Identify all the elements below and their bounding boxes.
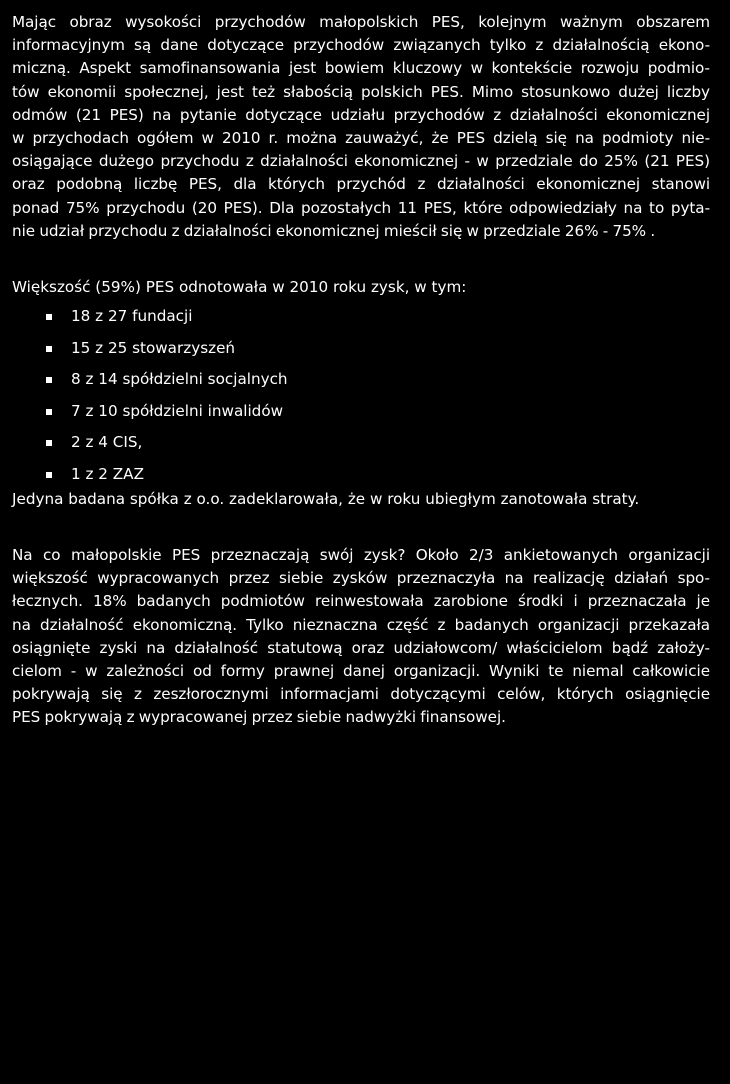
paragraph-line: Na co małopolskie PES przeznaczają swój zysk? Około 2/3 ankietowanych organizacji [12,546,710,565]
list-item-text: 1 z 2 ZAZ [71,464,144,483]
list-item [12,305,710,337]
paragraph-line: większość wypracowanych przez siebie zysków przeznaczyła na realizację działań spo- [12,569,710,588]
paragraph-profit-use [12,544,710,730]
list-item-text: 2 z 4 CIS, [71,433,143,452]
profit-closing: Jedyna badana spółka z o.o. zadeklarowała, że w roku ubiegłym zanotowała straty. [12,490,640,509]
bullet-square-icon [46,472,52,478]
list-item-text: 7 z 10 spółdzielni inwalidów [71,401,284,420]
bullet-square-icon [46,314,52,320]
paragraph-spacer [12,511,710,544]
paragraph-line: PES pokrywają z wypracowanej przez siebie nadwyżki finansowej. [12,708,506,727]
profit-intro: Większość (59%) PES odnotowała w 2010 roku zysk, w tym: [12,278,467,297]
paragraph-line: tów ekonomii społecznej, jest też słabością polskich PES. Mimo stosunkowo dużej liczby [12,82,710,101]
list-item [12,431,710,463]
paragraph-line: pokrywają się z zeszłorocznymi informacjami dotyczącymi celów, których osiągnięcie [12,685,710,704]
paragraph-line: cielom - w zależności od formy prawnej danej organizacji. Wyniki te niemal całkowicie [12,662,710,681]
bullet-square-icon [46,377,52,383]
list-item [12,400,710,432]
paragraph-line: nie udział przychodu z działalności ekonomicznej mieścił się w przedziale 26% - 75% . [12,221,656,240]
paragraph-line: osiągające dużego przychodu z działalności ekonomicznej - w przedziale do 25% (21 PES) [12,152,710,171]
list-item-text: 18 z 27 fundacji [71,307,193,326]
paragraph-line: informacyjnym są dane dotyczące przychodów związanych tylko z działalnością ekono- [12,36,710,55]
profit-list [12,305,710,494]
list-item-text: 8 z 14 spółdzielni socjalnych [71,370,288,389]
list-item [12,463,710,495]
paragraph-line: w przychodach ogółem w 2010 r. można zauważyć, że PES dzielą się na podmioty nie- [12,129,710,148]
paragraph-income-structure [12,11,710,243]
paragraph-spacer [12,243,710,276]
paragraph-line: na działalność ekonomiczną. Tylko nieznaczna część z badanych organizacji przekazała [12,615,710,634]
paragraph-line: ponad 75% przychodu (20 PES). Dla pozostałych 11 PES, które odpowiedziały na to pyta- [12,198,710,217]
bullet-square-icon [46,346,52,352]
paragraph-line: osiągnięte zyski na działalność statutową oraz udziałowcom/ właścicielom bądź założy- [12,638,710,657]
bullet-square-icon [46,440,52,446]
list-item [12,368,710,400]
bullet-square-icon [46,409,52,415]
document-page [12,11,710,730]
paragraph-line: łecznych. 18% badanych podmiotów reinwestowała zarobione środki i przeznaczała je [12,592,710,611]
paragraph-line: miczną. Aspekt samofinansowania jest bowiem kluczowy w kontekście rozwoju podmio- [12,59,710,78]
paragraph-line: oraz podobną liczbę PES, dla których przychód z działalności ekonomicznej stanowi [12,175,710,194]
list-item [12,337,710,369]
paragraph-line: odmów (21 PES) na pytanie dotyczące udziału przychodów z działalności ekonomicznej [12,105,710,124]
list-item-text: 15 z 25 stowarzyszeń [71,338,236,357]
paragraph-line: Mając obraz wysokości przychodów małopolskich PES, kolejnym ważnym obszarem [12,13,710,31]
